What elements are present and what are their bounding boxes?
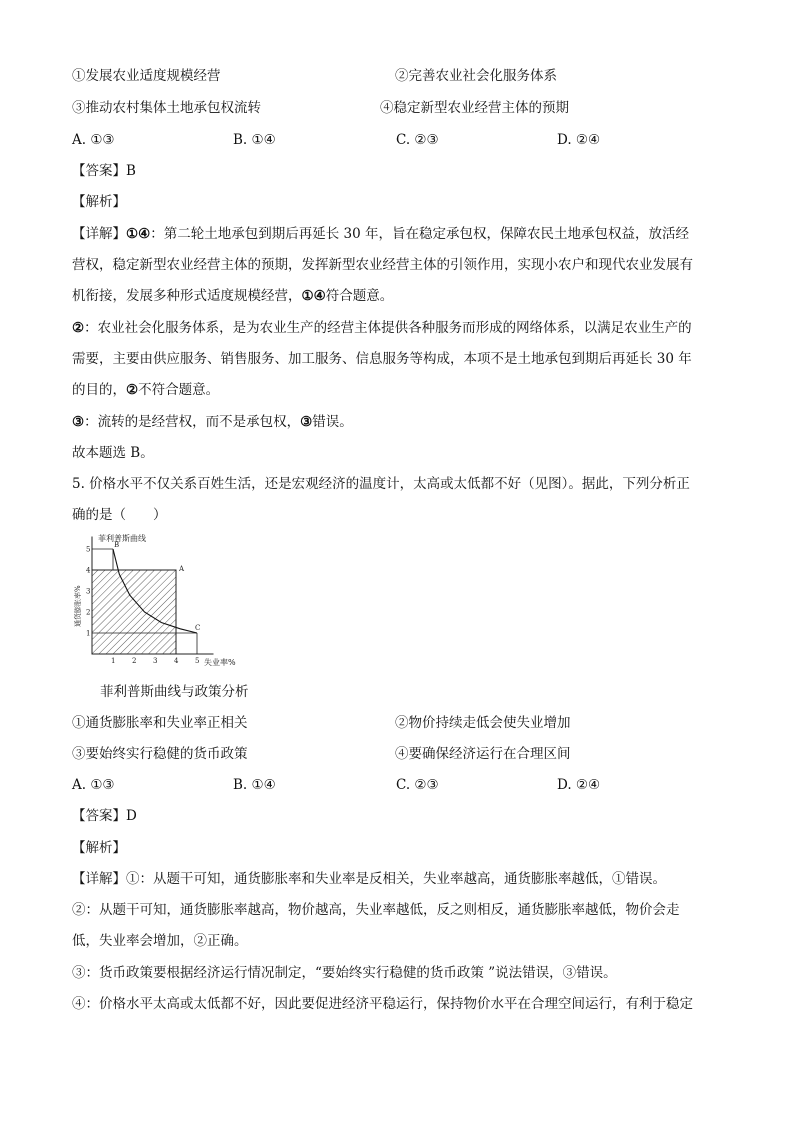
detail-text: ：流转的是经营权，而不是承包权，: [84, 414, 301, 430]
answer-label: 【答案】: [72, 163, 126, 179]
phillips-curve-chart: [72, 532, 252, 672]
q5-detail-3: ③：货币政策要根据经济运行情况制定，“要始终实行稳健的货币政策 ”说法错误，③错误。: [72, 965, 617, 981]
detail-ref: ②: [126, 382, 139, 398]
y-tick-label: 5: [86, 545, 91, 554]
q5-analysis-label: 【解析】: [72, 840, 126, 856]
detail-text: ：农业社会化服务体系，是为农业生产的经营主体提供各种服务而形成的网络体系，以满足农业生产的: [84, 320, 692, 336]
detail-head-3: ③: [72, 414, 85, 430]
q4-detail-p1-line2: 营权，稳定新型农业经营主体的预期，发挥新型农业经营主体的引领作用，实现小农户和现代农业发展有: [72, 257, 693, 273]
x-axis-label: 失业率%: [204, 658, 236, 667]
answer-label: 【答案】: [72, 808, 126, 824]
shaded-region: [92, 570, 176, 654]
point-label-c: C: [195, 624, 201, 632]
detail-text: ：第二轮土地承包到期后再延长 30 年，旨在稳定承包权，保障农民土地承包权益，放活经: [150, 226, 689, 242]
x-tick-label: 3: [153, 657, 158, 665]
q5-choice-a: A. ①③: [72, 777, 115, 793]
q4-detail-p2-line1: [72, 318, 692, 338]
chart-title: 菲利普斯曲线: [98, 534, 146, 543]
answer-value: D: [126, 808, 137, 824]
q4-conclusion: 故本题选 B。: [72, 445, 154, 461]
q4-choice-d: D. ②④: [557, 132, 601, 148]
q5-detail-2-line2: 低，失业率会增加，②正确。: [72, 933, 248, 949]
x-tick-label: 4: [174, 657, 179, 665]
y-tick-label: 4: [86, 566, 91, 575]
q4-answer: [72, 161, 136, 181]
point-label-b: B: [114, 541, 120, 549]
y-axis-label: 通货膨胀率%: [74, 585, 82, 627]
q4-detail-p3: [72, 412, 353, 432]
q5-option-1: ①通货膨胀率和失业率正相关: [72, 715, 248, 731]
y-tick-label: 2: [86, 608, 91, 617]
answer-value: B: [126, 163, 136, 179]
q4-detail-p2-line2: 需要，主要由供应服务、销售服务、加工服务、信息服务等构成，本项不是土地承包到期后再延长 30 年: [72, 351, 692, 367]
x-tick-label: 1: [111, 657, 116, 665]
q5-option-4: ④要确保经济运行在合理区间: [395, 746, 571, 762]
q5-choice-b: B. ①④: [233, 777, 276, 793]
x-tick-label: 5: [195, 657, 200, 665]
q4-option-4: ④稳定新型农业经营主体的预期: [380, 100, 569, 116]
q5-option-3: ③要始终实行稳健的货币政策: [72, 746, 248, 762]
detail-label: 【详解】: [72, 226, 126, 242]
q5-detail-1: 【详解】①：从题干可知，通货膨胀率和失业率是反相关，失业率越高，通货膨胀率越低，①错误。: [72, 871, 666, 887]
q5-answer: [72, 806, 137, 826]
detail-text: 机衔接，发展多种形式适度规模经营，: [72, 288, 302, 304]
q4-detail-p1-line3: [72, 286, 393, 306]
detail-text: 符合题意。: [325, 288, 394, 304]
detail-text: 不符合题意。: [138, 382, 220, 398]
q4-option-3: ③推动农村集体土地承包权流转: [72, 100, 261, 116]
y-tick-label: 1: [86, 629, 91, 638]
q5-stem-line1: 5. 价格水平不仅关系百姓生活，还是宏观经济的温度计，太高或太低都不好（见图）。据此，下列分析正: [72, 476, 690, 492]
q4-analysis-label: 【解析】: [72, 194, 126, 210]
figure-caption: 菲利普斯曲线与政策分析: [100, 684, 249, 700]
q4-detail-p2-line3: [72, 380, 219, 400]
q5-stem-line2: 确的是（ ）: [72, 507, 167, 523]
x-tick-label: 2: [132, 657, 137, 665]
y-tick-label: 3: [86, 587, 91, 596]
q5-option-2: ②物价持续走低会使失业增加: [395, 715, 571, 731]
detail-ref: ①④: [301, 288, 326, 304]
q5-detail-4: ④：价格水平太高或太低都不好，因此要促进经济平稳运行，保持物价水平在合理空间运行，有利于稳定: [72, 996, 693, 1012]
q4-option-1: ①发展农业适度规模经营: [72, 68, 221, 84]
q5-detail-2-line1: ②：从题干可知，通货膨胀率越高，物价越高，失业率越低，反之则相反，通货膨胀率越低，物价会走: [72, 902, 680, 918]
detail-ref: ③: [300, 414, 313, 430]
q4-option-2: ②完善农业社会化服务体系: [395, 68, 557, 84]
q4-detail-p1-line1: [72, 224, 689, 244]
q4-choice-c: C. ②③: [396, 132, 439, 148]
q5-choice-d: D. ②④: [557, 777, 601, 793]
detail-text: 错误。: [312, 414, 353, 430]
point-label-a: A: [179, 565, 185, 573]
q5-choice-c: C. ②③: [396, 777, 439, 793]
detail-head-2: ②: [72, 320, 85, 336]
detail-text: 的目的，: [72, 382, 126, 398]
q4-choice-a: A. ①③: [72, 132, 115, 148]
detail-head-14: ①④: [126, 226, 151, 242]
q4-choice-b: B. ①④: [233, 132, 276, 148]
